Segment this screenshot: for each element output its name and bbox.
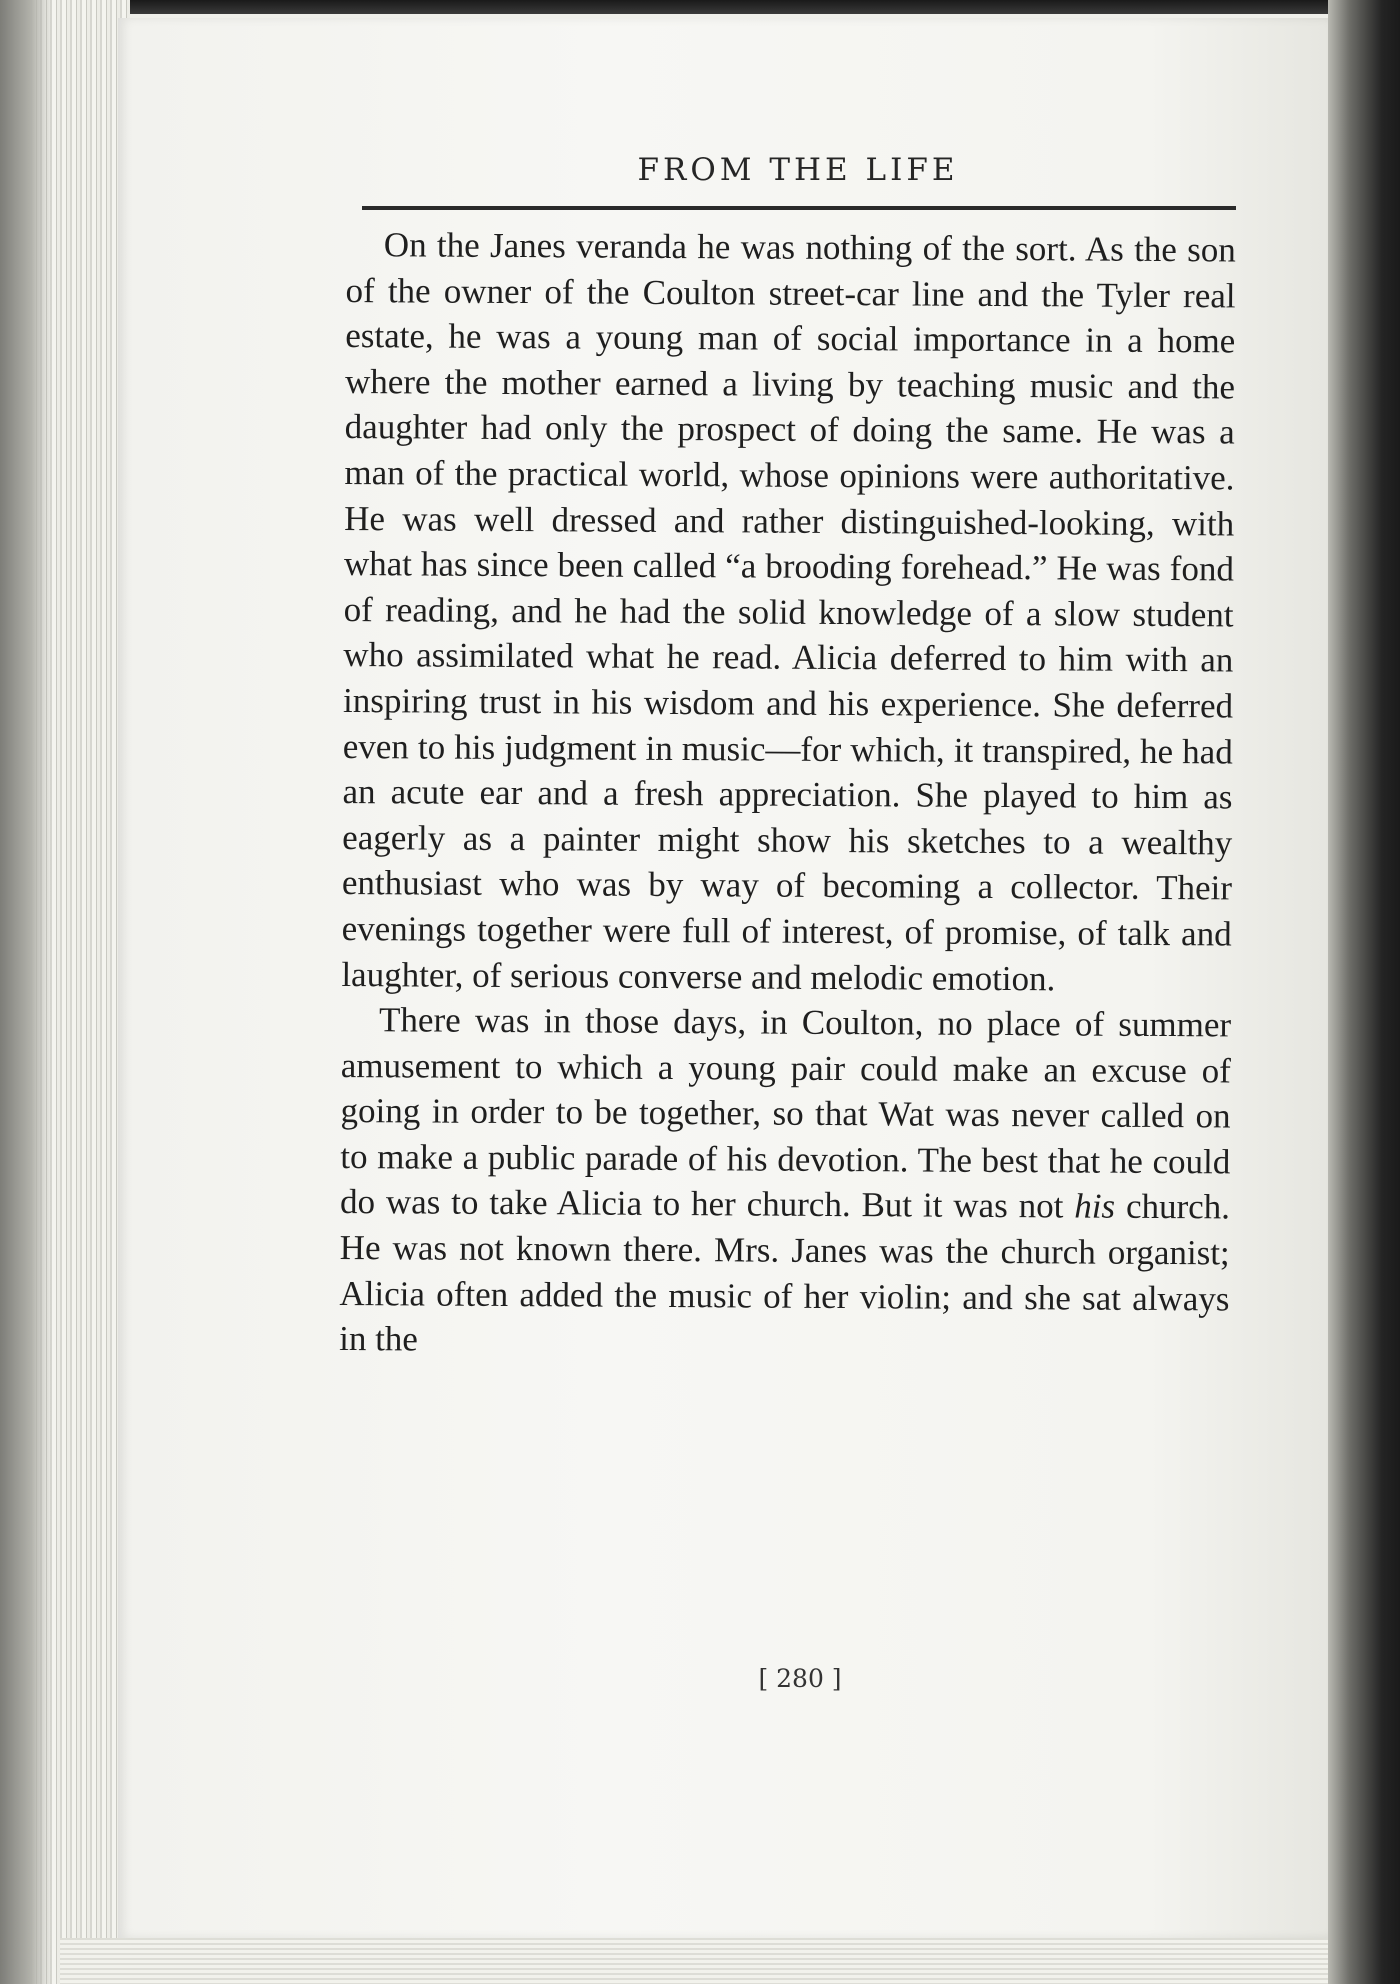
body-text — [339, 222, 1236, 1367]
running-head-rule — [362, 206, 1236, 210]
top-scan-border — [0, 0, 1400, 14]
right-binding-shadow — [1328, 0, 1400, 1984]
running-head: FROM THE LIFE — [637, 152, 959, 188]
paragraph-2-text-start: There was in those days, in Coulton, no place of summer amusement to which a young pair could make an excuse of going in order to be together, so that Wat was never called on to make a public parade of his devotion. The best that he could do was to take Alicia to her church. But it was not — [339, 1000, 1232, 1226]
left-page-edges — [0, 0, 130, 1984]
page-number: [ 280 ] — [758, 1664, 842, 1693]
paragraph-2-italic-word: his — [1074, 1186, 1116, 1227]
bottom-page-edges — [60, 1938, 1330, 1984]
paragraph-1: On the Janes veranda he was nothing of the sort. As the son of the owner of the Coulton street-car line and the Tyler real estate, he was a young man of social importance in a home where the mother earned a living by teaching music and the daughter had only the prospect of doing the same. He was a man of the practical world, whose opinions were authoritative. He was well dressed and rather distinguished-looking, with what has since been called “a brooding forehead.” He was fond of reading, and he had the solid knowledge of a slow student who assimilated what he read. Alicia deferred to him with an inspiring trust in his wisdom and his experience. She deferred even to his judgment in music—for which, it transpired, he had an acute ear and a fresh appreciation. She played to him as eagerly as a painter might show his sketches to a wealthy enthusiast who was by way of becoming a collector. Their evenings together were full of interest, of promise, of talk and laughter, of serious converse and melodic emotion. — [341, 225, 1236, 998]
paragraph-2 — [339, 997, 1231, 1367]
paragraph-2-text-end: church. He was not known there. Mrs. Janes was the church organist; Alicia often added the music of her violin; and she sat always in the — [339, 1187, 1231, 1359]
